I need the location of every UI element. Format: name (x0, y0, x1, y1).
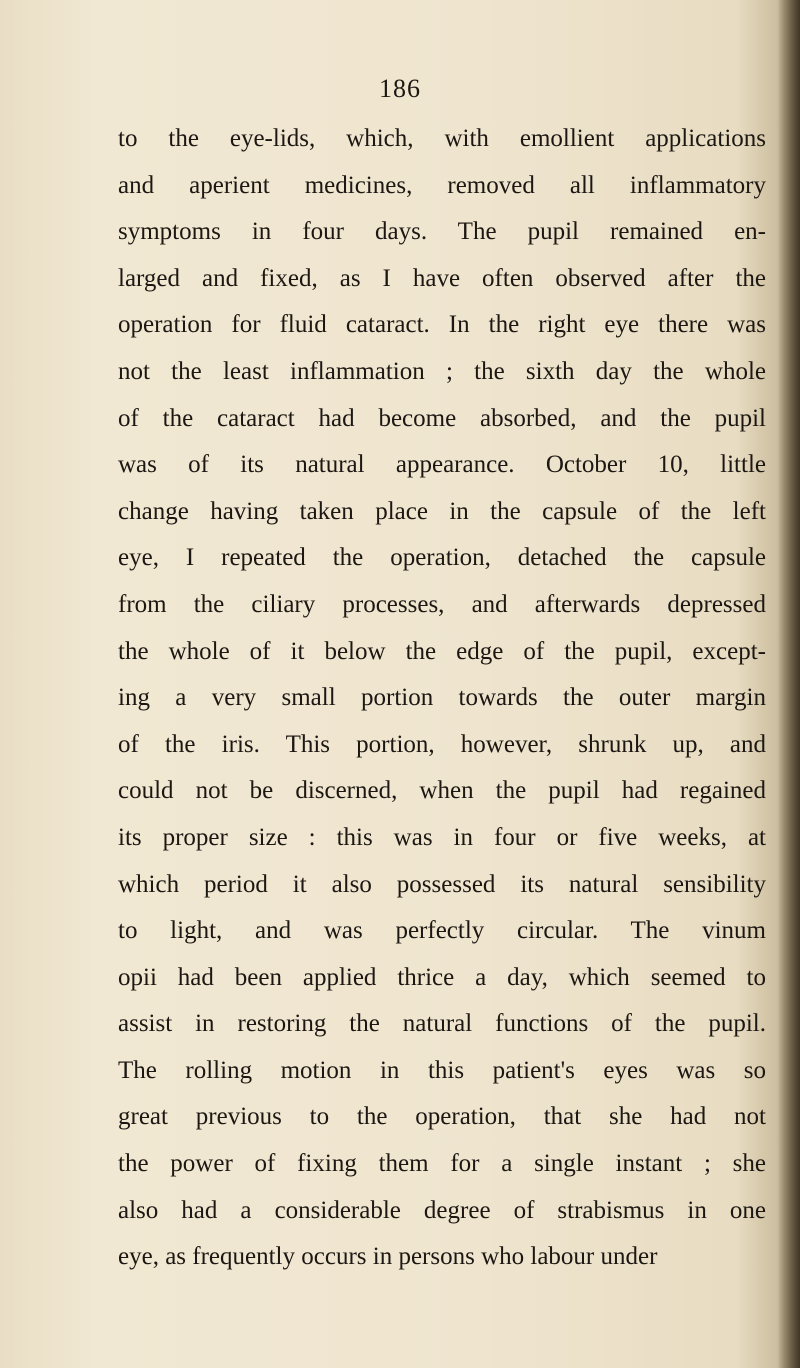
text-line: could not be discerned, when the pupil had regained (118, 777, 766, 805)
text-line: also had a considerable degree of strabismus in one (118, 1196, 766, 1224)
text-line: from the ciliary processes, and afterwards depressed (118, 590, 766, 618)
text-line: opii had been applied thrice a day, which seemed to (118, 963, 766, 991)
text-line: not the least inflammation ; the sixth day the whole (118, 357, 766, 385)
text-line: eye, as frequently occurs in persons who labour under (118, 1243, 658, 1271)
text-line: larged and fixed, as I have often observed after the (118, 264, 766, 292)
body-text (118, 116, 766, 1281)
text-line: symptoms in four days. The pupil remained en- (118, 218, 766, 246)
text-line: to light, and was perfectly circular. The vinum (118, 917, 766, 945)
text-line: assist in restoring the natural functions of the pupil. (118, 1010, 766, 1038)
text-line: The rolling motion in this patient's eyes was so (118, 1056, 766, 1084)
page-number: 186 (379, 74, 421, 103)
text-line: the power of fixing them for a single instant ; she (118, 1150, 766, 1178)
text-line: operation for fluid cataract. In the right eye there was (118, 311, 766, 339)
text-line: of the cataract had become absorbed, and the pupil (118, 404, 766, 432)
text-line: which period it also possessed its natural sensibility (118, 870, 766, 898)
text-line: was of its natural appearance. October 10, little (118, 451, 766, 479)
text-line: to the eye-lids, which, with emollient applications (118, 125, 766, 152)
text-line: and aperient medicines, removed all inflammatory (118, 171, 766, 199)
text-line: of the iris. This portion, however, shrunk up, and (118, 730, 766, 758)
text-line: its proper size : this was in four or five weeks, at (118, 823, 766, 851)
text-line: great previous to the operation, that she had not (118, 1103, 766, 1131)
page-binding-edge (778, 0, 800, 1368)
text-line: change having taken place in the capsule of the left (118, 497, 766, 525)
text-line: the whole of it below the edge of the pupil, except- (118, 637, 766, 665)
text-line: eye, I repeated the operation, detached the capsule (118, 544, 766, 572)
text-line: ing a very small portion towards the outer margin (118, 684, 766, 712)
